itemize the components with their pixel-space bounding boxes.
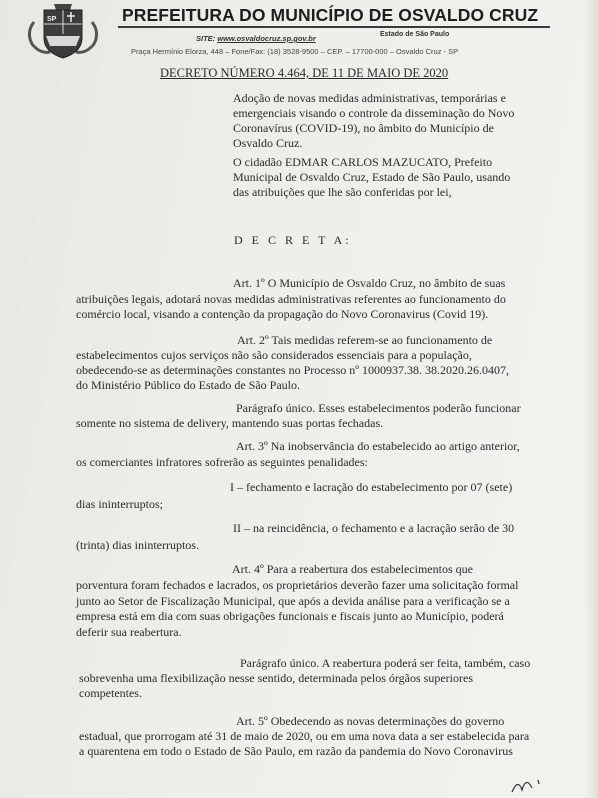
- body-line: Art. 3º Na inobservância do estabelecido ao artigo anterior,: [236, 439, 520, 453]
- body-line: (trinta) dias ininterruptos.: [76, 538, 199, 552]
- body-line: Art. 2º Tais medidas referem-se ao funcionamento de: [237, 333, 493, 347]
- body-line: Parágrafo único. A reabertura poderá ser feita, também, caso: [240, 656, 531, 670]
- body-line: porventura foram fechados e lacrados, os proprietários deverão fazer uma solicitação formal: [76, 578, 519, 592]
- handwritten-mark-icon: [508, 772, 548, 796]
- body-line: sobrevenha uma flexibilização nesse sentido, determinada pelos órgãos superiores: [79, 671, 473, 685]
- body-line: do Ministério Público do Estado de São Paulo.: [76, 378, 300, 392]
- body-line: Parágrafo único. Esses estabelecimentos poderão funcionar: [236, 401, 521, 415]
- site-label: SITE:: [196, 34, 216, 43]
- ementa-line: emergenciais visando o controle da disseminação do Novo: [233, 106, 515, 120]
- body-line: dias ininterruptos;: [76, 497, 163, 511]
- body-line: obedecendo-se as determinações constantes no Processo nº 1000937.38. 38.2020.26.0407,: [76, 363, 509, 377]
- body-line: empresa está em dia com suas obrigações funcionais e fiscais junto ao Município, poderá: [76, 609, 504, 623]
- body-line: comércio local, visando a contenção da propagação do Novo Coronavirus (Covid 19).: [76, 307, 489, 321]
- body-line: atribuições legais, adotará novas medidas administrativas referentes ao funcionamento do: [76, 292, 506, 306]
- ementa-line: Osvaldo Cruz.: [233, 136, 303, 150]
- body-line: estabelecimentos cujos serviços não são considerados essenciais para a população,: [76, 348, 472, 362]
- ementa-line: Adoção de novas medidas administrativas, temporárias e: [233, 91, 506, 105]
- body-line: estadual, que prorrogam até 31 de maio de 2020, ou em uma nova data a ser estabelecida para: [79, 729, 530, 743]
- preamble-line: das atribuições que lhe são conferidas por lei,: [233, 185, 452, 199]
- body-line: Art. 5º Obedecendo as novas determinações do governo: [236, 714, 505, 728]
- ementa-line: Coronavírus (COVID-19), no âmbito do Município de: [233, 121, 494, 135]
- site-url: www.osvaldocruz.sp.gov.br: [217, 34, 316, 43]
- header-title: PREFEITURA DO MUNICÍPIO DE OSVALDO CRUZ: [122, 5, 539, 25]
- preamble-line: Municipal de Osvaldo Cruz, Estado de São Paulo, usando: [233, 170, 511, 184]
- body-line: II – na reincidência, o fechamento e a lacração serão de 30: [233, 521, 515, 535]
- decree-title: DECRETO NÚMERO 4.464, DE 11 DE MAIO DE 2020: [160, 66, 449, 80]
- header-divider: [118, 26, 550, 28]
- body-line: deferir sua reabertura.: [76, 625, 182, 639]
- header-address: Praça Hermínio Elorza, 448 – Fone/Fax: (18) 3528-9500 – CEP. – 17700-000 – Osvaldo Cruz - SP: [131, 47, 459, 56]
- body-line: os comerciantes infratores sofrerão as seguintes penalidades:: [76, 455, 368, 469]
- page-edge-shadow: [584, 0, 598, 798]
- municipal-crest-icon: [24, 2, 102, 60]
- body-line: I – fechamento e lacração do estabelecimento por 07 (sete): [230, 480, 513, 494]
- header-site: [196, 34, 316, 43]
- decreta-heading: D E C R E T A:: [234, 233, 352, 247]
- body-line: a quarentena em todo o Estado de São Paulo, em razão da pandemia do Novo Coronavirus: [79, 744, 513, 758]
- body-line: junto ao Setor de Fiscalização Municipal, que após a devida análise para a verificação se a: [76, 594, 510, 608]
- body-line: Art. 1º O Município de Osvaldo Cruz, no âmbito de suas: [233, 276, 506, 290]
- body-line: Art. 4º Para a reabertura dos estabelecimentos que: [232, 562, 473, 576]
- header-state: Estado de São Paulo: [380, 31, 450, 38]
- body-line: somente no sistema de delivery, mantendo suas portas fechadas.: [76, 416, 384, 430]
- svg-text:SP: SP: [47, 16, 57, 23]
- preamble-line: O cidadão EDMAR CARLOS MAZUCATO, Prefeito: [233, 155, 493, 169]
- body-line: competentes.: [79, 686, 142, 700]
